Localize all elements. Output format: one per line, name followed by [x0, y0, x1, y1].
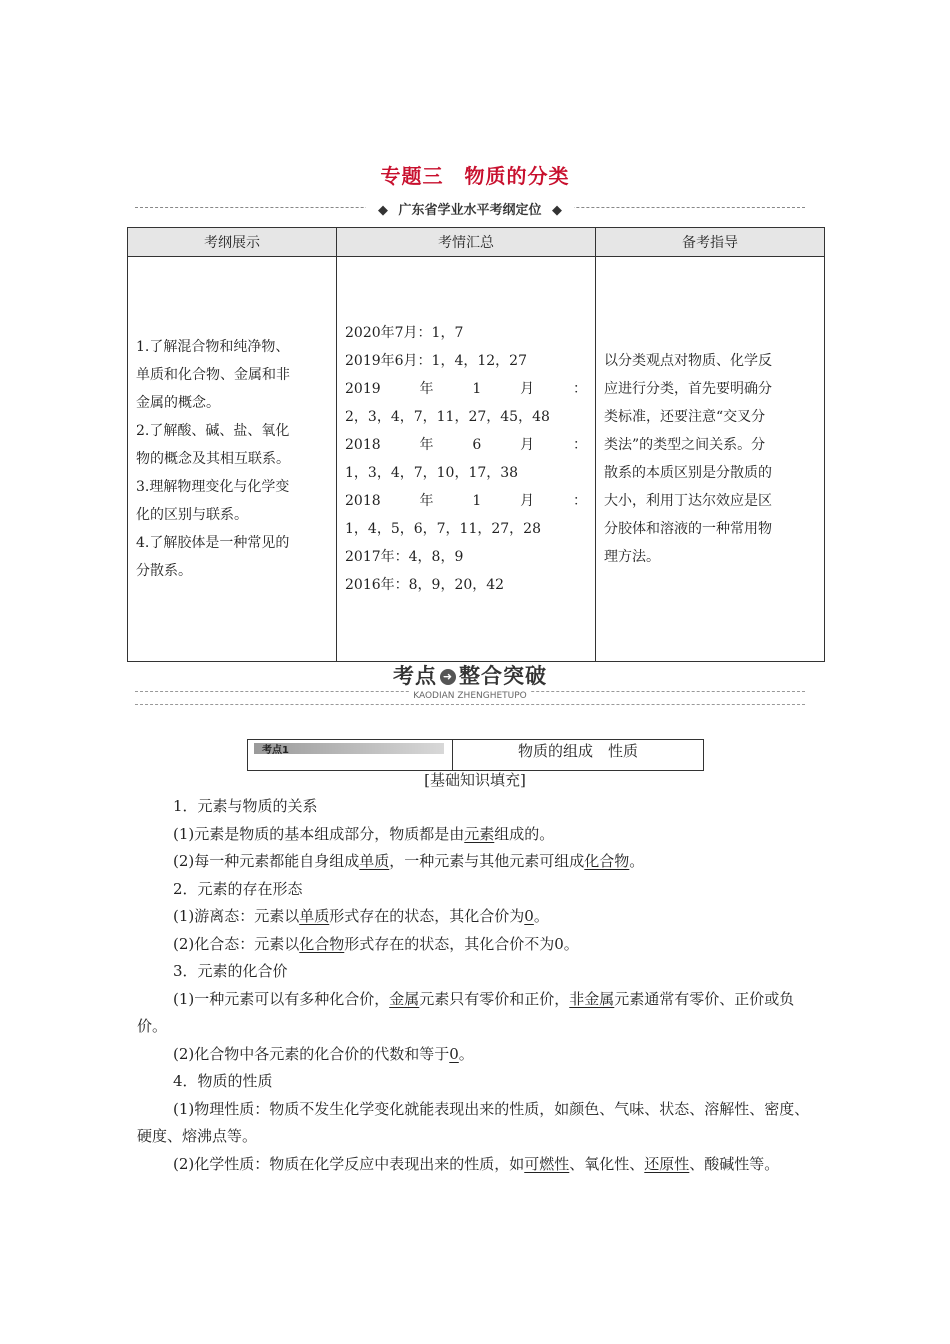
header-exam-summary: 考情汇总 — [337, 228, 596, 257]
diamond-icon: ◆ — [542, 203, 569, 218]
exam-part: 年 — [419, 493, 434, 509]
guide-line: 类法”的类型之间关系。分 — [604, 437, 766, 453]
exam-line: 2，3，4，7，11，27，45，48 — [345, 409, 550, 425]
exam-line: 2019年6月：1，4，12，27 — [345, 353, 527, 369]
exam-line: 1，4，5，6，7，11，27，28 — [345, 521, 541, 537]
exam-line: 2017年：4，8，9 — [345, 549, 464, 565]
content-paragraph — [137, 1068, 817, 1096]
guide-line: 散系的本质区别是分散质的 — [604, 465, 772, 481]
exam-part: ： — [573, 493, 587, 509]
content-paragraph — [137, 793, 817, 821]
guide-line: 类标准，还要注意“交叉分 — [604, 409, 766, 425]
exam-part: 2019 — [345, 381, 381, 397]
section-banner-kaodian — [135, 660, 805, 704]
exam-part: 1 — [472, 493, 482, 509]
content-paragraph — [137, 848, 817, 876]
text-segment: (2)化合物中各元素的化合价的代数和等于 — [173, 1044, 450, 1063]
text-segment: 元素通常有零价、正价或负价。 — [137, 989, 795, 1035]
content-paragraph — [137, 821, 817, 849]
exam-part: 1 — [472, 381, 482, 397]
content-paragraph — [137, 1096, 817, 1151]
content-paragraph — [137, 931, 817, 959]
text-segment: (1)一种元素可以有多种化合价， — [173, 989, 390, 1008]
outline-line: 金属的概念。 — [136, 395, 220, 411]
fill-answer: 还原性 — [644, 1154, 690, 1173]
text-segment: (1)游离态：元素以 — [173, 907, 300, 925]
outline-cell — [128, 257, 337, 662]
guide-line: 以分类观点对物质、化学反 — [604, 353, 772, 369]
outline-line: 化的区别与联系。 — [136, 507, 248, 523]
content-paragraph — [137, 903, 817, 931]
banner-left-text: 考点 — [393, 664, 437, 688]
outline-line: 物的概念及其相互联系。 — [136, 451, 290, 467]
fill-title: [基础知识填充] — [424, 771, 526, 789]
kaodian-name: 物质的组成 性质 — [517, 742, 638, 760]
exam-line: 2016年：8，9，20，42 — [345, 577, 505, 593]
text-segment: 、氧化性、 — [569, 1154, 645, 1173]
text-segment: 。 — [533, 907, 549, 925]
exam-part: 月 — [520, 437, 535, 453]
fill-answer: 化合物 — [299, 934, 345, 953]
exam-part: 2018 — [345, 437, 381, 453]
text-segment: 、酸碱性等。 — [689, 1154, 780, 1173]
content-paragraph — [137, 1041, 817, 1069]
exam-part: 月 — [520, 381, 535, 397]
exam-part: 月 — [520, 493, 535, 509]
fill-answer: 金属 — [389, 989, 420, 1008]
content-paragraph — [137, 958, 817, 986]
text-segment: 形式存在的状态，其化合价为 — [329, 907, 525, 925]
text-segment: 1．元素与物质的关系 — [173, 797, 318, 815]
text-segment: 2．元素的存在形态 — [173, 879, 303, 898]
exam-part: 年 — [419, 381, 434, 397]
exam-part: ： — [573, 381, 587, 397]
outline-line: 1.了解混合物和纯净物、 — [136, 339, 290, 355]
outline-line: 分散系。 — [136, 563, 192, 579]
text-segment: 。 — [458, 1044, 474, 1063]
exam-part: 年 — [419, 437, 434, 453]
banner-pinyin: KAODIAN ZHENGHETUPO — [409, 691, 531, 701]
fill-answer: 单质 — [299, 907, 330, 925]
content-body — [137, 793, 817, 1178]
outline-line: 单质和化合物、金属和非 — [136, 367, 290, 383]
guide-line: 分胶体和溶液的一种常用物 — [604, 521, 772, 537]
kaodian-tag: 考点1 — [262, 745, 289, 756]
outline-line: 2.了解酸、碱、盐、氧化 — [136, 423, 290, 439]
guide-cell — [596, 257, 825, 662]
exam-part: ： — [573, 437, 587, 453]
content-paragraph — [137, 876, 817, 904]
kaodian-box — [247, 739, 704, 771]
exam-part: 6 — [472, 437, 482, 453]
fill-answer: 0 — [524, 907, 534, 925]
text-segment: 4．物质的性质 — [173, 1072, 273, 1090]
content-paragraph — [137, 986, 817, 1041]
fill-answer: 元素 — [464, 824, 495, 843]
fill-answer: 化合物 — [584, 852, 630, 870]
text-segment: 组成的。 — [494, 824, 555, 843]
text-segment: (1)元素是物质的基本组成部分，物质都是由 — [173, 824, 465, 843]
text-segment: (2)化合态：元素以 — [173, 934, 300, 953]
fill-answer: 单质 — [359, 852, 390, 870]
fill-answer: 非金属 — [569, 989, 615, 1008]
banner-right-text: 整合突破 — [459, 664, 547, 688]
guide-line: 大小，利用丁达尔效应是区 — [604, 493, 772, 509]
outline-table — [127, 227, 825, 662]
page-title: 专题三 物质的分类 — [380, 164, 570, 188]
content-paragraph — [137, 1151, 817, 1179]
banner-text: 广东省学业水平考纲定位 — [398, 203, 542, 218]
text-segment: (1)物理性质：物质不发生化学变化就能表现出来的性质，如颜色、气味、状态、溶解性、密度、硬度、熔沸点等。 — [137, 1099, 810, 1145]
fill-answer: 0 — [449, 1044, 459, 1063]
header-outline: 考纲展示 — [128, 228, 337, 257]
text-segment: 3．元素的化合价 — [173, 962, 288, 980]
section-banner-outline — [135, 199, 805, 217]
text-segment: 元素只有零价和正价， — [419, 989, 570, 1008]
text-segment: 。 — [629, 852, 645, 870]
exam-line: 2020年7月：1，7 — [345, 325, 464, 341]
text-segment: (2)化学性质：物质在化学反应中表现出来的性质，如 — [173, 1154, 525, 1173]
text-segment: (2)每一种元素都能自身组成 — [173, 852, 360, 870]
fill-answer: 可燃性 — [524, 1154, 570, 1173]
text-segment: ，一种元素与其他元素可组成 — [389, 852, 585, 870]
exam-part: 2018 — [345, 493, 381, 509]
arrow-right-icon: ➜ — [440, 669, 456, 685]
guide-line: 理方法。 — [604, 549, 660, 565]
outline-line: 4.了解胶体是一种常见的 — [136, 535, 290, 551]
guide-line: 应进行分类，首先要明确分 — [604, 381, 772, 397]
exam-line — [345, 375, 587, 403]
diamond-icon: ◆ — [372, 203, 399, 218]
exam-line — [345, 431, 587, 459]
outline-line: 3.理解物理变化与化学变 — [136, 479, 290, 495]
text-segment: 形式存在的状态，其化合价不为0。 — [344, 934, 579, 953]
exam-summary-cell — [337, 257, 596, 662]
exam-line — [345, 487, 587, 515]
header-guide: 备考指导 — [596, 228, 825, 257]
exam-line: 1，3，4，7，10，17，38 — [345, 465, 519, 481]
